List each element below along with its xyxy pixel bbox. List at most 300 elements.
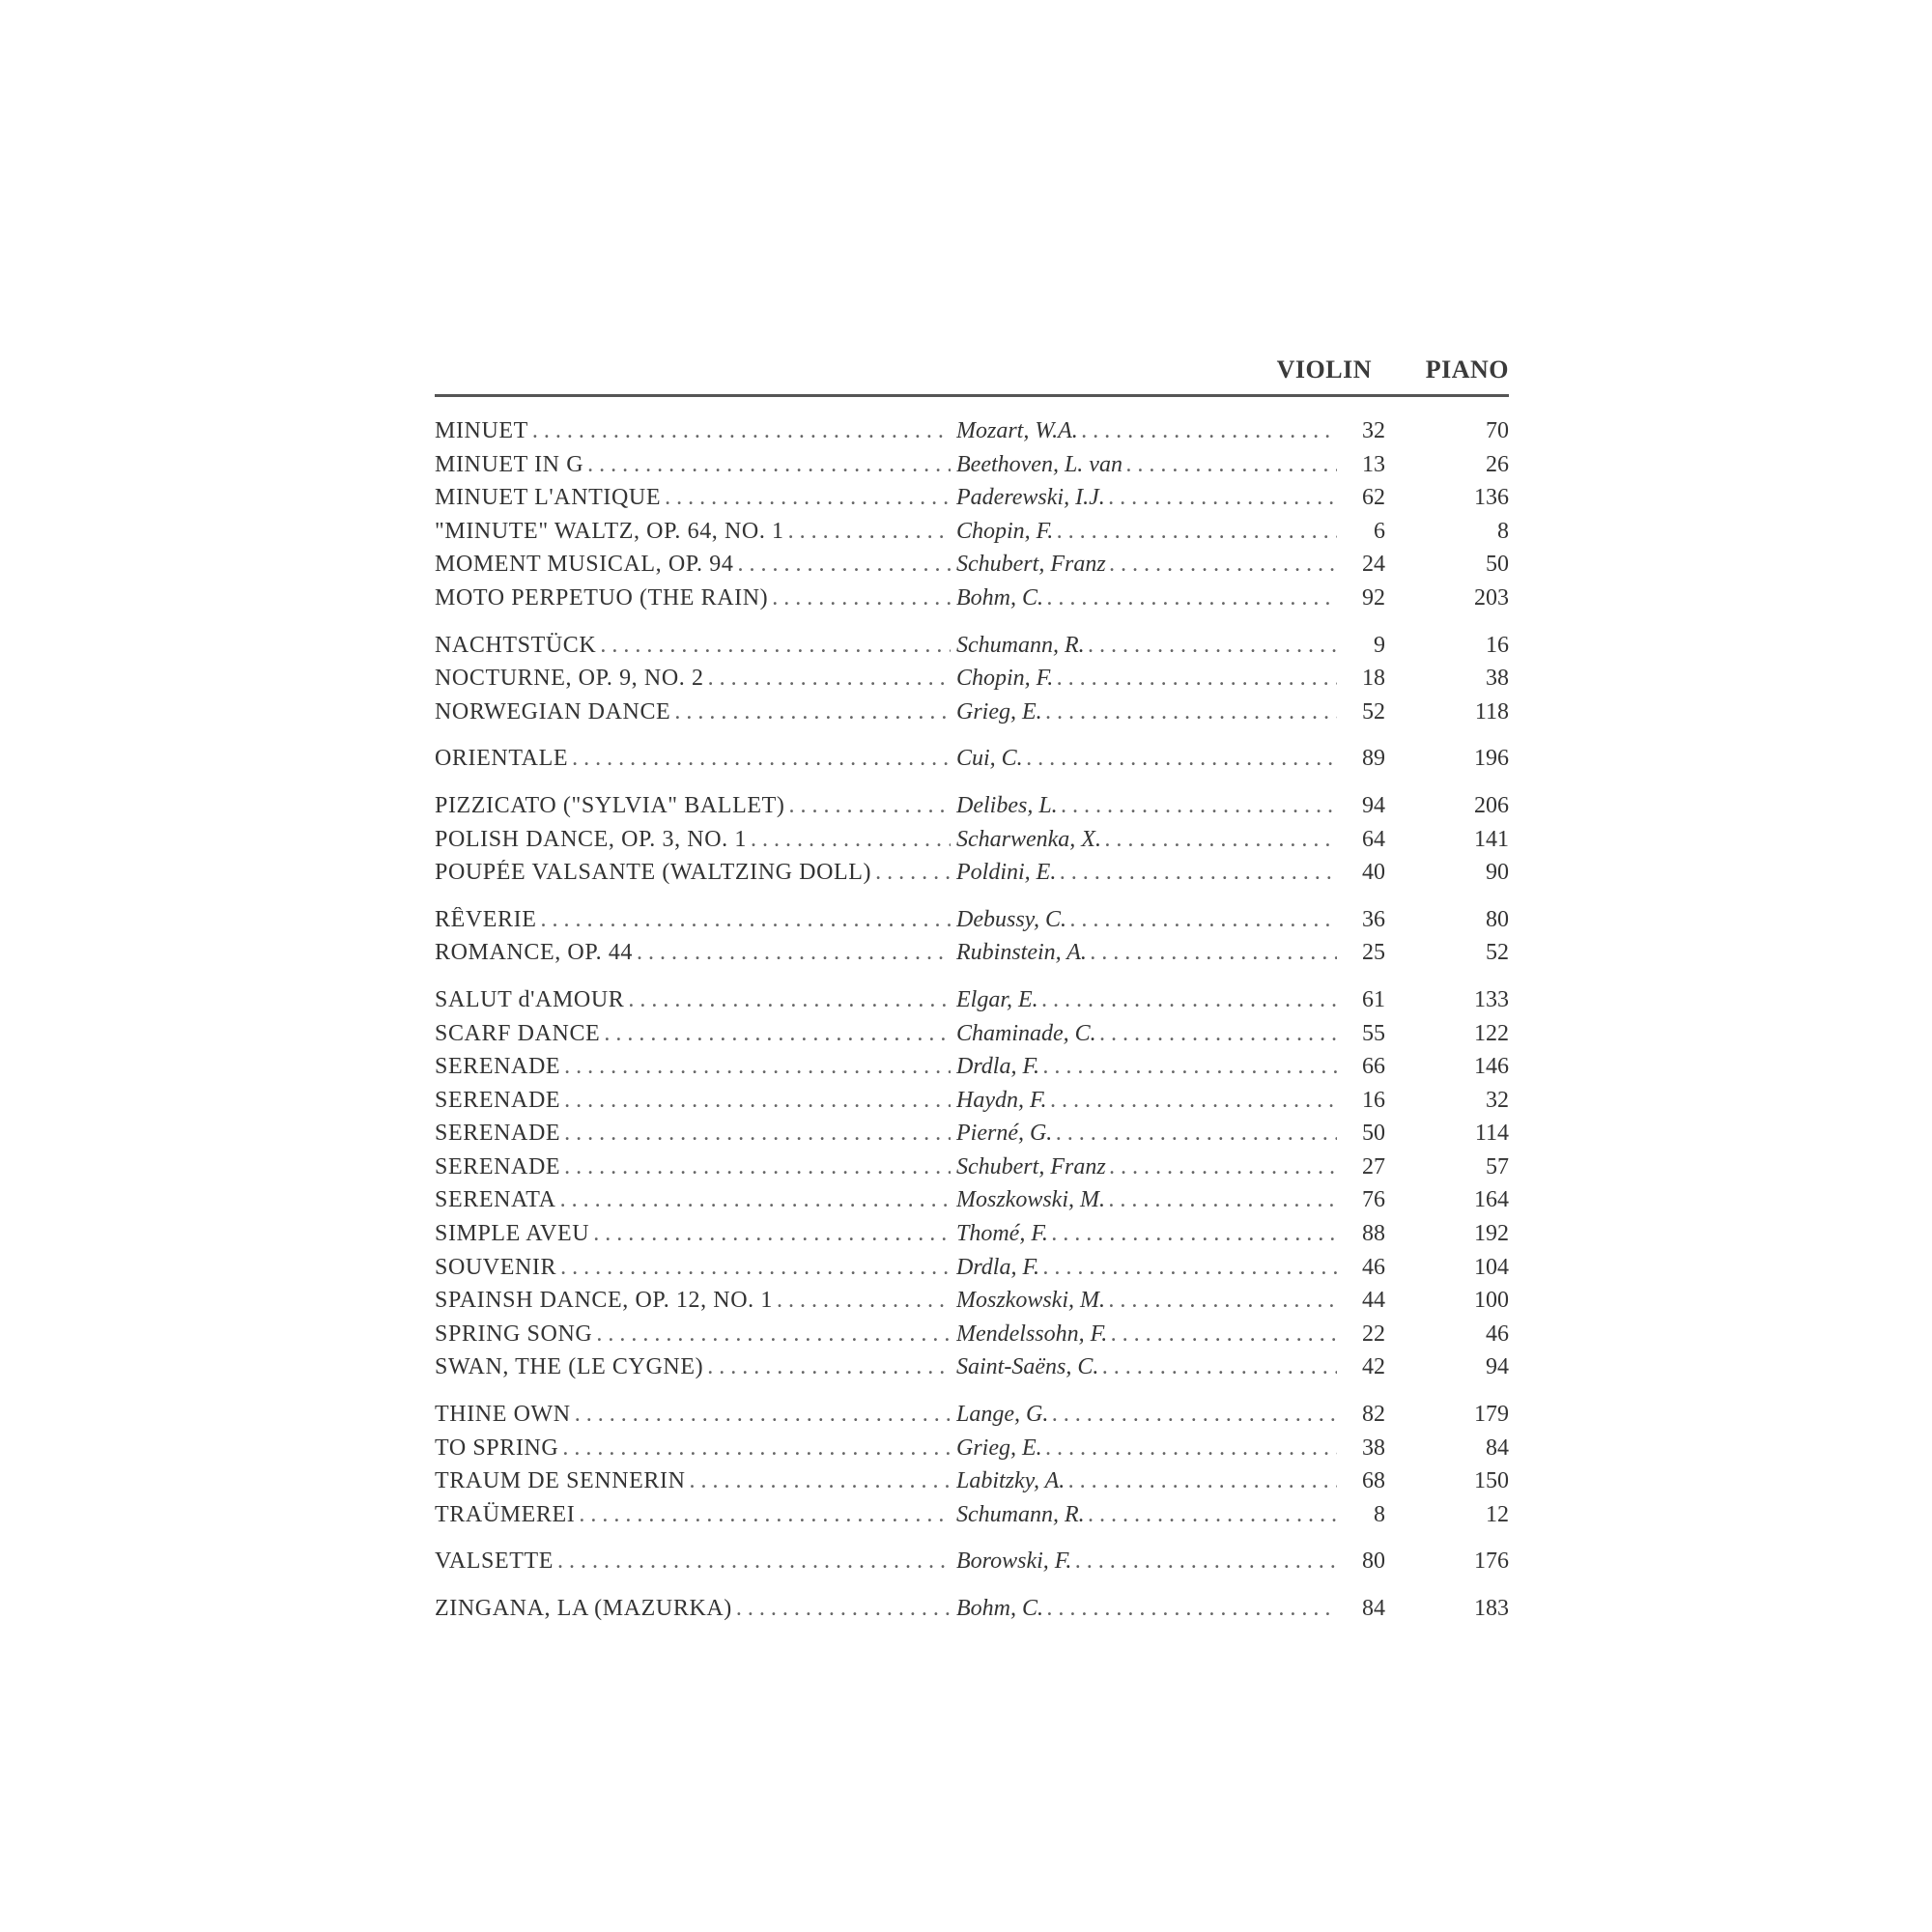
dot-leader	[1056, 1121, 1337, 1147]
piano-page-number: 196	[1474, 746, 1509, 772]
composer-cell	[956, 452, 1343, 478]
composer-cell	[956, 987, 1343, 1013]
dot-leader	[707, 1354, 951, 1380]
dot-leader	[772, 585, 951, 611]
dot-leader	[562, 1435, 951, 1462]
entry-group	[435, 907, 1509, 974]
composer-name: Moszkowski, M.	[956, 1187, 1105, 1213]
dot-leader	[1060, 860, 1337, 886]
piece-title: SERENADE	[435, 1054, 561, 1080]
composer-cell	[956, 1288, 1343, 1314]
dot-leader	[1047, 585, 1337, 611]
dot-leader	[1110, 552, 1337, 578]
piece-title-cell	[435, 1596, 956, 1622]
list-item	[435, 1321, 1509, 1355]
piano-column-label: PIANO	[1425, 355, 1509, 384]
dot-leader	[596, 1321, 951, 1348]
composer-name: Schumann, R.	[956, 1501, 1085, 1527]
dot-leader	[751, 827, 951, 853]
composer-cell	[956, 860, 1343, 886]
piece-title-cell	[435, 485, 956, 511]
list-item	[435, 907, 1509, 941]
piece-title: MINUET	[435, 418, 528, 443]
dot-leader	[1110, 1154, 1337, 1180]
piece-title-cell	[435, 1021, 956, 1047]
piece-title-cell	[435, 1435, 956, 1462]
violin-page-number: 46	[1362, 1254, 1385, 1280]
piano-page-number: 122	[1474, 1020, 1509, 1046]
composer-name: Beethoven, L. van	[956, 451, 1122, 477]
piece-title-cell	[435, 1354, 956, 1380]
list-item	[435, 940, 1509, 974]
dot-leader	[637, 940, 951, 966]
piano-page-number: 176	[1474, 1548, 1509, 1575]
column-header	[435, 355, 1509, 390]
piece-title-cell	[435, 860, 956, 886]
composer-name: Bohm, C.	[956, 1596, 1043, 1621]
piece-title-cell	[435, 1054, 956, 1080]
list-item	[435, 485, 1509, 519]
dot-leader	[579, 1502, 951, 1528]
composer-cell	[956, 1468, 1343, 1494]
piece-title: SIMPLE AVEU	[435, 1221, 590, 1247]
dot-leader	[560, 1255, 951, 1281]
piano-page-number: 179	[1474, 1402, 1509, 1428]
violin-page-number: 40	[1362, 860, 1385, 886]
piano-page-number: 32	[1486, 1087, 1509, 1113]
piano-page-number: 70	[1486, 418, 1509, 443]
piece-title-cell	[435, 1468, 956, 1494]
piano-page-number: 114	[1474, 1121, 1509, 1147]
composer-name: Elgar, E.	[956, 986, 1038, 1012]
list-item	[435, 1154, 1509, 1188]
list-item	[435, 1596, 1509, 1630]
dot-leader	[736, 1596, 951, 1622]
piano-page-number: 141	[1474, 826, 1509, 852]
piece-title-cell	[435, 699, 956, 725]
list-item	[435, 1468, 1509, 1502]
piece-title-cell	[435, 1255, 956, 1281]
composer-name: Mendelssohn, F.	[956, 1321, 1108, 1347]
dot-leader	[1075, 1548, 1337, 1575]
entry-group	[435, 987, 1509, 1388]
piece-title: ORIENTALE	[435, 746, 569, 772]
piece-title: NOCTURNE, OP. 9, NO. 2	[435, 666, 704, 692]
dot-leader	[564, 1088, 951, 1114]
piece-title: SERENATA	[435, 1187, 556, 1213]
composer-name: Rubinstein, A.	[956, 940, 1087, 966]
piano-page-number: 84	[1486, 1435, 1509, 1461]
piece-title-cell	[435, 633, 956, 659]
composer-name: Haydn, F.	[956, 1087, 1047, 1113]
piece-title-cell	[435, 1402, 956, 1428]
piece-title: TRAUM DE SENNERIN	[435, 1468, 686, 1494]
piece-title: PIZZICATO ("SYLVIA" BALLET)	[435, 792, 785, 818]
list-item	[435, 1021, 1509, 1055]
composer-cell	[956, 418, 1343, 444]
dot-leader	[1046, 699, 1337, 725]
piece-title: SERENADE	[435, 1087, 561, 1113]
piece-title: SERENADE	[435, 1153, 561, 1179]
composer-cell	[956, 1596, 1343, 1622]
composer-cell	[956, 485, 1343, 511]
composer-name: Schubert, Franz	[956, 1153, 1106, 1179]
dot-leader	[564, 1054, 951, 1080]
piano-page-number: 80	[1486, 906, 1509, 932]
violin-page-number: 76	[1362, 1187, 1385, 1213]
dot-leader	[557, 1548, 951, 1575]
list-item	[435, 1121, 1509, 1154]
entry-group	[435, 1548, 1509, 1582]
piece-title-cell	[435, 1221, 956, 1247]
piano-page-number: 90	[1486, 860, 1509, 886]
composer-name: Drdla, F.	[956, 1254, 1040, 1280]
piano-page-number: 192	[1474, 1221, 1509, 1247]
dot-leader	[1070, 907, 1337, 933]
violin-page-number: 94	[1362, 792, 1385, 818]
composer-cell	[956, 699, 1343, 725]
composer-cell	[956, 1255, 1343, 1281]
composer-name: Chopin, F.	[956, 666, 1054, 692]
piano-page-number: 203	[1474, 584, 1509, 611]
entry-group	[435, 418, 1509, 619]
list-item	[435, 1354, 1509, 1388]
piece-title: MINUET L'ANTIQUE	[435, 485, 662, 511]
composer-cell	[956, 1121, 1343, 1147]
dot-leader	[665, 485, 951, 511]
composer-name: Mozart, W.A.	[956, 418, 1078, 443]
dot-leader	[560, 1187, 951, 1213]
piece-title: MINUET IN G	[435, 451, 584, 477]
list-item	[435, 1402, 1509, 1435]
dot-leader	[674, 699, 951, 725]
dot-leader	[604, 1021, 951, 1047]
composer-name: Poldini, E.	[956, 860, 1057, 886]
dot-leader	[1062, 793, 1337, 819]
piano-page-number: 12	[1486, 1501, 1509, 1527]
violin-page-number: 24	[1362, 552, 1385, 578]
piece-title: TO SPRING	[435, 1435, 559, 1461]
piece-title-cell	[435, 987, 956, 1013]
composer-cell	[956, 666, 1343, 692]
composer-cell	[956, 1402, 1343, 1428]
dot-leader	[1043, 1054, 1337, 1080]
violin-page-number: 6	[1374, 518, 1385, 544]
piano-page-number: 52	[1486, 940, 1509, 966]
dot-leader	[1109, 1187, 1337, 1213]
composer-name: Thomé, F.	[956, 1221, 1048, 1247]
list-item	[435, 699, 1509, 733]
piano-page-number: 50	[1486, 552, 1509, 578]
composer-name: Drdla, F.	[956, 1054, 1040, 1080]
entry-groups	[435, 418, 1509, 1630]
piece-title-cell	[435, 746, 956, 772]
violin-page-number: 8	[1374, 1501, 1385, 1527]
composer-cell	[956, 1054, 1343, 1080]
list-item	[435, 1435, 1509, 1469]
dot-leader	[1100, 1021, 1337, 1047]
dot-leader	[564, 1154, 951, 1180]
piece-title-cell	[435, 585, 956, 611]
dot-leader	[628, 987, 951, 1013]
violin-page-number: 36	[1362, 906, 1385, 932]
composer-cell	[956, 1221, 1343, 1247]
dot-leader	[1057, 666, 1337, 692]
dot-leader	[1089, 633, 1337, 659]
composer-cell	[956, 633, 1343, 659]
piece-title-cell	[435, 666, 956, 692]
violin-page-number: 42	[1362, 1354, 1385, 1380]
piece-title-cell	[435, 1321, 956, 1348]
violin-column-label: VIOLIN	[1276, 355, 1372, 384]
dot-leader	[532, 418, 951, 444]
entry-group	[435, 793, 1509, 894]
piece-title-cell	[435, 1121, 956, 1147]
violin-page-number: 82	[1362, 1402, 1385, 1428]
composer-cell	[956, 1354, 1343, 1380]
composer-name: Schubert, Franz	[956, 552, 1106, 578]
composer-cell	[956, 1548, 1343, 1575]
composer-name: Paderewski, I.J.	[956, 485, 1105, 511]
violin-page-number: 55	[1362, 1020, 1385, 1046]
piece-title: POLISH DANCE, OP. 3, NO. 1	[435, 826, 747, 852]
dot-leader	[1102, 1354, 1337, 1380]
piano-page-number: 38	[1486, 666, 1509, 692]
list-item	[435, 1088, 1509, 1122]
entry-group	[435, 1596, 1509, 1630]
composer-name: Delibes, L.	[956, 792, 1058, 818]
dot-leader	[737, 552, 951, 578]
dot-leader	[690, 1468, 951, 1494]
dot-leader	[1126, 452, 1337, 478]
composer-cell	[956, 1187, 1343, 1213]
piece-title: SALUT d'AMOUR	[435, 986, 625, 1012]
dot-leader	[564, 1121, 951, 1147]
list-item	[435, 1054, 1509, 1088]
composer-name: Debussy, C.	[956, 906, 1066, 932]
violin-page-number: 68	[1362, 1468, 1385, 1494]
piece-title: ROMANCE, OP. 44	[435, 940, 634, 966]
dot-leader	[777, 1288, 951, 1314]
violin-page-number: 62	[1362, 485, 1385, 511]
composer-name: Scharwenka, X.	[956, 826, 1101, 852]
piano-page-number: 16	[1486, 632, 1509, 658]
composer-name: Borowski, F.	[956, 1548, 1072, 1575]
dot-leader	[1047, 1596, 1337, 1622]
list-item	[435, 519, 1509, 553]
composer-name: Moszkowski, M.	[956, 1288, 1105, 1314]
piece-title-cell	[435, 452, 956, 478]
composer-name: Grieg, E.	[956, 1435, 1042, 1461]
composer-cell	[956, 940, 1343, 966]
piece-title-cell	[435, 1548, 956, 1575]
composer-cell	[956, 793, 1343, 819]
piece-title: ZINGANA, LA (MAZURKA)	[435, 1596, 732, 1621]
dot-leader	[1068, 1468, 1337, 1494]
violin-page-number: 80	[1362, 1548, 1385, 1575]
dot-leader	[1109, 485, 1337, 511]
dot-leader	[575, 1402, 951, 1428]
piano-page-number: 118	[1474, 698, 1509, 724]
entry-group	[435, 746, 1509, 780]
list-item	[435, 827, 1509, 861]
composer-cell	[956, 1502, 1343, 1528]
composer-cell	[956, 827, 1343, 853]
dot-leader	[1043, 1255, 1337, 1281]
violin-page-number: 25	[1362, 940, 1385, 966]
list-item	[435, 987, 1509, 1021]
list-item	[435, 1255, 1509, 1289]
piece-title-cell	[435, 552, 956, 578]
dot-leader	[572, 746, 951, 772]
piece-title: MOMENT MUSICAL, OP. 94	[435, 552, 734, 578]
composer-name: Schumann, R.	[956, 632, 1085, 658]
list-item	[435, 418, 1509, 452]
dot-leader	[1089, 1502, 1337, 1528]
piano-page-number: 150	[1474, 1468, 1509, 1494]
piece-title: RÊVERIE	[435, 906, 537, 932]
piano-page-number: 104	[1474, 1254, 1509, 1280]
piece-title-cell	[435, 1288, 956, 1314]
composer-name: Chaminade, C.	[956, 1020, 1096, 1046]
composer-name: Chopin, F.	[956, 518, 1054, 544]
dot-leader	[788, 793, 951, 819]
piece-title-cell	[435, 907, 956, 933]
list-item	[435, 666, 1509, 699]
piece-title: MOTO PERPETUO (THE RAIN)	[435, 584, 769, 611]
dot-leader	[1082, 418, 1337, 444]
dot-leader	[1057, 519, 1337, 545]
piece-title-cell	[435, 1154, 956, 1180]
piece-title: SWAN, THE (LE CYGNE)	[435, 1354, 704, 1380]
dot-leader	[1105, 827, 1337, 853]
piano-page-number: 8	[1497, 518, 1509, 544]
dot-leader	[587, 452, 951, 478]
violin-page-number: 92	[1362, 584, 1385, 611]
violin-page-number: 38	[1362, 1435, 1385, 1461]
list-item	[435, 1548, 1509, 1582]
piece-title: "MINUTE" WALTZ, OP. 64, NO. 1	[435, 518, 784, 544]
list-item	[435, 552, 1509, 585]
violin-page-number: 52	[1362, 698, 1385, 724]
dot-leader	[1052, 1402, 1337, 1428]
list-item	[435, 793, 1509, 827]
piece-title-cell	[435, 793, 956, 819]
violin-page-number: 66	[1362, 1054, 1385, 1080]
dot-leader	[788, 519, 951, 545]
composer-cell	[956, 1021, 1343, 1047]
violin-page-number: 88	[1362, 1221, 1385, 1247]
composer-name: Lange, G.	[956, 1402, 1049, 1428]
piece-title-cell	[435, 519, 956, 545]
composer-name: Pierné, G.	[956, 1121, 1053, 1147]
piece-title: SPRING SONG	[435, 1321, 593, 1347]
composer-name: Bohm, C.	[956, 584, 1043, 611]
composer-name: Labitzky, A.	[956, 1468, 1065, 1494]
composer-cell	[956, 746, 1343, 772]
list-item	[435, 585, 1509, 619]
piece-title: THINE OWN	[435, 1402, 571, 1428]
dot-leader	[1042, 987, 1337, 1013]
piece-title: TRAÜMEREI	[435, 1501, 576, 1527]
piece-title-cell	[435, 1187, 956, 1213]
piece-title: SPAINSH DANCE, OP. 12, NO. 1	[435, 1288, 773, 1314]
composer-cell	[956, 1088, 1343, 1114]
composer-name: Cui, C.	[956, 746, 1023, 772]
piece-title-cell	[435, 940, 956, 966]
piece-title-cell	[435, 827, 956, 853]
violin-page-number: 44	[1362, 1288, 1385, 1314]
piano-page-number: 136	[1474, 485, 1509, 511]
composer-cell	[956, 907, 1343, 933]
composer-cell	[956, 1435, 1343, 1462]
list-item	[435, 860, 1509, 894]
dot-leader	[1027, 746, 1337, 772]
violin-page-number: 50	[1362, 1121, 1385, 1147]
violin-page-number: 84	[1362, 1596, 1385, 1621]
composer-cell	[956, 1154, 1343, 1180]
violin-page-number: 32	[1362, 418, 1385, 443]
composer-cell	[956, 552, 1343, 578]
piano-page-number: 57	[1486, 1153, 1509, 1179]
composer-cell	[956, 585, 1343, 611]
composer-name: Grieg, E.	[956, 698, 1042, 724]
dot-leader	[1111, 1321, 1337, 1348]
dot-leader	[1052, 1221, 1337, 1247]
dot-leader	[600, 633, 951, 659]
piece-title: VALSETTE	[435, 1548, 554, 1575]
piece-title-cell	[435, 418, 956, 444]
dot-leader	[875, 860, 951, 886]
dot-leader	[1091, 940, 1337, 966]
piano-page-number: 164	[1474, 1187, 1509, 1213]
piece-title: SCARF DANCE	[435, 1020, 601, 1046]
piano-page-number: 146	[1474, 1054, 1509, 1080]
piece-title-cell	[435, 1088, 956, 1114]
composer-name: Saint-Saëns, C.	[956, 1354, 1099, 1380]
piece-title: SOUVENIR	[435, 1254, 557, 1280]
dot-leader	[1046, 1435, 1337, 1462]
list-item	[435, 1187, 1509, 1221]
table-of-contents	[435, 355, 1509, 1643]
piece-title-cell	[435, 1502, 956, 1528]
list-item	[435, 1502, 1509, 1536]
violin-page-number: 61	[1362, 986, 1385, 1012]
violin-page-number: 64	[1362, 826, 1385, 852]
piano-page-number: 100	[1474, 1288, 1509, 1314]
piano-page-number: 94	[1486, 1354, 1509, 1380]
list-item	[435, 746, 1509, 780]
list-item	[435, 452, 1509, 486]
list-item	[435, 1288, 1509, 1321]
piano-page-number: 206	[1474, 792, 1509, 818]
piano-page-number: 46	[1486, 1321, 1509, 1347]
header-rule	[435, 394, 1509, 397]
piece-title: NACHTSTÜCK	[435, 632, 597, 658]
violin-page-number: 13	[1362, 451, 1385, 477]
violin-page-number: 22	[1362, 1321, 1385, 1347]
violin-page-number: 18	[1362, 666, 1385, 692]
composer-cell	[956, 519, 1343, 545]
piano-page-number: 26	[1486, 451, 1509, 477]
violin-page-number: 9	[1374, 632, 1385, 658]
dot-leader	[1051, 1088, 1337, 1114]
piece-title: NORWEGIAN DANCE	[435, 698, 671, 724]
piece-title: SERENADE	[435, 1121, 561, 1147]
dot-leader	[1109, 1288, 1337, 1314]
entry-group	[435, 633, 1509, 733]
violin-page-number: 16	[1362, 1087, 1385, 1113]
